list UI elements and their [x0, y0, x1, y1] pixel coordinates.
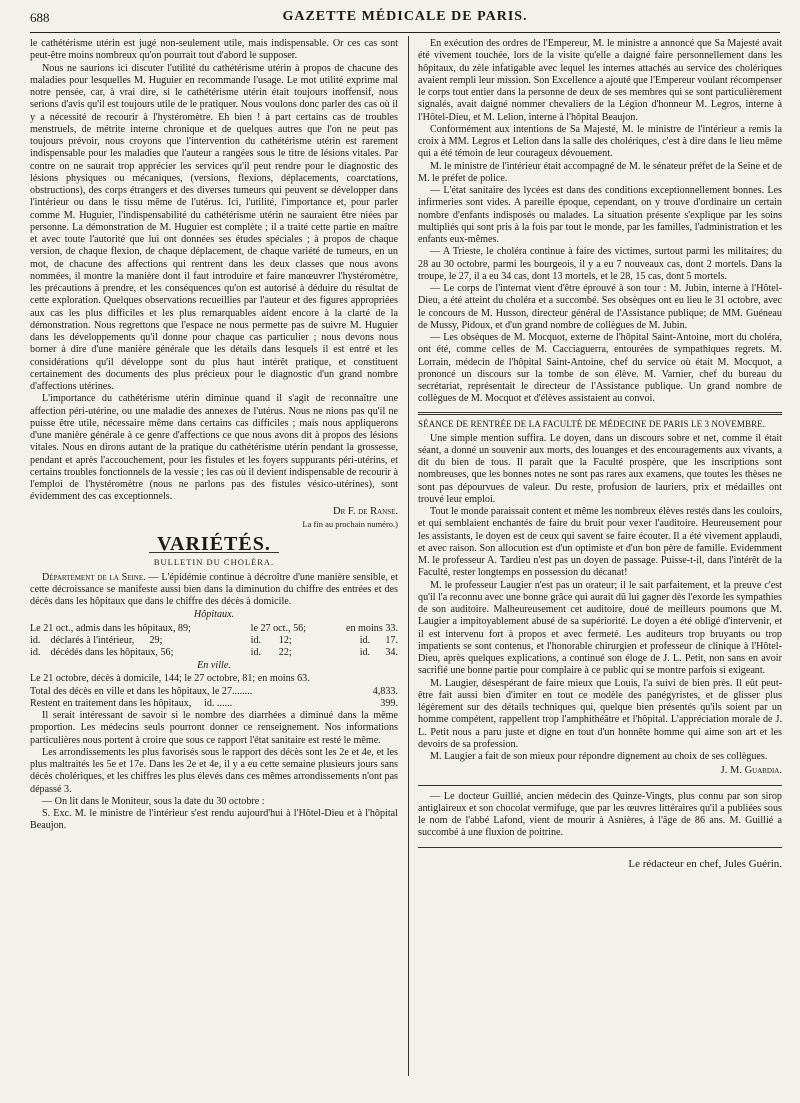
paragraph: Tout le monde paraissait content et même les nombreux élèves restés dans les couloirs, et qui semblaient enchantés de faire du bruit pour vexer l'auditoire. Heureusement pour les assistants, le doyen est de ceux qui savent se faire écouter. Il a été vivement applaudi, et avec raison. Son allocution est d'un optimiste et d'un bon père de famille. Evidemment M. le professeur A. Tardieu n'est pas un doyen de passage. Puisse-t-il, dans l'intérêt de la Faculté, rester longtemps en possession du décanat! [418, 506, 782, 579]
table-row [30, 686, 398, 698]
dept-text: — L'épidémie continue à décroître d'une manière sensible, et cette décroissance se manifeste aussi bien dans la diminution du chiffre des entrées et des décès dans les hôpitaux que dans le chiffre des décès à domicile. [30, 571, 398, 607]
seance-heading: SÉANCE DE RENTRÉE DE LA FACULTÉ DE MÉDECINE DE PARIS LE 3 NOVEMBRE. [418, 418, 766, 429]
restent-value: 399. [380, 697, 398, 709]
total-value: 4,833. [372, 685, 398, 697]
total-label: Total des décès en ville et dans les hôpitaux, le 27........ [30, 685, 253, 697]
table-cell: id. 12; [250, 634, 292, 646]
paragraph: S. Exc. M. le ministre de l'intérieur s'est rendu aujourd'hui à l'Hôtel-Dieu et à l'hôpital Beaujon. [30, 808, 398, 832]
section-title: VARIÉTÉS. [149, 538, 279, 553]
footer-divider [418, 847, 782, 848]
author-signature: Dr F. de Ranse. [333, 505, 398, 517]
table-cell: en moins 33. [345, 622, 398, 634]
paragraph: Les arrondissements les plus favorisés sous le rapport des décès sont les 2e et 4e, et les plus maltraités les 5e et 17e. Dans les 2e et 4e, il y a eu cette semaine plusieurs jours sans décès cholériques, et les chiffres les plus élevés dans ces mêmes arrondissements n'ont pas dépassé 3. [30, 746, 398, 795]
table-row [30, 647, 398, 659]
journal-title: GAZETTE MÉDICALE DE PARIS. [282, 9, 528, 24]
table-cell: id. déclarés à l'intérieur, 29; [30, 634, 163, 646]
table-cell: id. 17. [359, 634, 398, 646]
table-cell: Le 21 oct., admis dans les hôpitaux, 89; [30, 622, 191, 634]
dept-label: Département de la Seine. [42, 571, 146, 583]
hopitaux-heading: Hôpitaux. [193, 609, 235, 621]
paragraph: — L'état sanitaire des lycées est dans des conditions exceptionnellement bonnes. Les infirmeries sont vides. A pareille époque, cependant, on y trouve d'ordinaire un certain nombre d'enfants indisposés ou malades. La situation présente s'explique par les soins multipliés qui sont pris à la fois par tout le monde, par les familles, l'administration et les enfants eux-mêmes. [418, 185, 782, 245]
paragraph: L'importance du cathétérisme utérin diminue quand il s'agit de reconnaître une affection péri-utérine, ou une maladie des annexes de l'utérus. Nous ne nions pas qu'il ne puisse être utile, nécessaire même dans certains cas difficiles ; mais nous appliquerons d'une manière générale à ce genre d'affections ce que nous avons dit à propos des lésions vitales. Nous en dirons autant de la pratique du cathétérisme utérin pendant la grossesse, pendant et après l'accouchement, pour les fistules et les foyers suppurants péri-utérins, et certains troubles fonctionnels de la vessie ; les cas où il devient indispensable de recourir à l'emploi de l'hystéromètre (nous ne parlons pas des fistules vésico-utérines), sont évidemment des cas exceptionnels. [30, 393, 398, 503]
paragraph: Nous ne saurions ici discuter l'utilité du cathétérisme utérin à propos de chacune des maladies pour lesquelles M. Huguier en recommande l'usage. Le mot utilité exprime mal notre pensée, car, à vrai dire, si le cathétérisme utérin était toujours inoffensif, nous serions d'avis qu'il est toujours utile de le pratiquer. Nous voulons donc parler des cas où il y a nécessité de recourir à l'hystéromètre. Eh bien ! à part certains cas de troubles menstruels, de métrite interne chronique et de quelques autres que l'on ne peut pas toujours prévoir, nous croyons que l'intervention du cathétérisme utérin est rarement indispensable pour les maladies que l'auteur a rangées sous le titre de lésions vitales. Par contre on ne saurait trop apprécier les services qu'il peut rendre pour le diagnostic des lésions physiques ou mécaniques, (versions, flexions, déplacements, coarctations, obstructions), des corps étrangers et des diverses tumeurs qui peuvent se développer dans l'intérieur ou dans le tissu même de l'utérus. Ici, l'utilité, l'importance et, pour parler comme M. Huguier, l'indispensabilité du cathétérisme utérin ne sauraient être niées par personne. La démonstration de M. Huguier est complète ; il a traité cette partie en maître et avec toute l'autorité que lui ont données ses études spéciales ; à propos de chaque version, de chaque flexion, de chaque déplacement, de chaque variété de tumeurs, en un mot, de chacune des affections qui rentrent dans les deux classes que nous avons nommées, il montre la manière dont il faut introduire et faire manœuvrer l'hystéromètre, les précautions à prendre, et les conséquences qu'on est autorisé à déduire du résultat de cette exploration. Quelques observations recueillies par l'auteur et des figures appropriées aux cas les plus difficiles et les plus remarquables aident encore à la clarté de la démonstration. Nous regrettons que l'espace ne nous permette pas de suivre M. Huguier dans les développements qu'il donne pour chaque cas particulier ; nous devons nous borner à dire d'une manière générale que les détails dans lesquels il est entré et les considérations qu'il développe sont du plus haut intérêt pratique, et constituent certainement des documents des plus précieux pour le diagnostic d'un grand nombre d'affections utérines. [30, 62, 398, 392]
restent-label: Restent en traitement dans les hôpitaux, id. ...... [30, 697, 233, 709]
paragraph: En exécution des ordres de l'Empereur, M. le ministre a annoncé que Sa Majesté avait été vivement touchée, lors de la visite qu'elle a daigné faire personnellement dans les hôpitaux, du zèle infatigable avec lequel les internes attachés au service des cholériques avaient rempli leur mission. Son Excellence a ajouté que l'Empereur voulant récompenser le corps tout entier dans la personne de deux de ses membres qui se sont particulièrement signalés, avait daigné nommer chevaliers de la Légion d'honneur M. Legros, interne à l'Hôtel-Dieu, et M. Lelion, interne à l'hôpital Beaujon. [418, 38, 782, 123]
hopitaux-table [30, 623, 398, 660]
paragraph: — Le docteur Guillié, ancien médecin des Quinze-Vingts, plus connu par son sirop antiglaireux et son chocolat vermifuge, que par les œuvres littéraires qu'il a publiées sous le nom de l'abbé Lafond, vient de mourir à Asnières, à l'âge de 86 ans. M. Guillié a succombé à une fluxion de poitrine. [418, 790, 782, 839]
continuation-note: La fin au prochain numéro.) [302, 518, 398, 529]
paragraph: M. Laugier a fait de son mieux pour répondre dignement au choix de ses collègues. [430, 751, 768, 762]
author-signature: J. M. Guardia. [720, 765, 782, 777]
table-row [30, 698, 398, 710]
paragraph: Une simple mention suffira. Le doyen, dans un discours sobre et net, comme il était séant, a donné un souvenir aux morts, des louanges et des encouragements aux vivants, a dit du bien de tous. Il paraît que la Faculté prospère, que les inscriptions sont nombreuses, que les bonnes notes ne sont pas rares aux examens, que toutes les thèses ne sont pas dépourvues de valeur. Du reste, profusion de lauriers, prix et médailles ont trouvé leur emploi. [418, 432, 782, 505]
section-divider [418, 785, 782, 786]
paragraph: M. le professeur Laugier n'est pas un orateur; il le sait parfaitement, et la preuve c'est qu'il l'a reconnu avec une bonne grâce qui aurait dû lui gagner dès l'exorde les sympathies de son auditoire. Malheureusement cet auditoire, doué de meilleurs poumons que M. Laugier a impitoyablement abusé de sa supériorité. Le doyen a été obligé d'intervenir, et il est intervenu fort à propos et avec fermeté. Les auditeurs trop bruyants ou trop impatients se sont contenus, et l'honorable chirurgien et professeur de clinique à l'Hôtel-Dieu, après quelques explications, a continué son éloge de J. L. Petit, non sans en avoir sacrifié une bonne partie pour complaire à ce public qui se montre parfois si exigeant. [418, 579, 782, 677]
editor-signature: Le rédacteur en chef, Jules Guérin. [628, 857, 782, 870]
bulletin-heading: BULLETIN DU CHOLÉRA. [153, 557, 275, 568]
right-column [418, 38, 782, 870]
paragraph: M. Laugier, désespérant de faire mieux que Louis, l'a suivi de bien près. Il eût peut-être fait aussi bien d'imiter en tout ce modèle des panégyristes, et de glisser plus légèrement sur des détails techniques qui, quelque bien présentés qu'ils soient par un homme compétent, rappellent trop l'amphithéâtre et l'hôpital. L'appréciation morale de J. L. Petit nous a paru juste et digne en tout d'un honnête homme qui aime son art et les devoirs de sa profession. [418, 677, 782, 750]
section-divider [418, 412, 782, 415]
table-row [30, 635, 398, 647]
paragraph: — On lit dans le Moniteur, sous la date du 30 octobre : [42, 795, 265, 807]
column-divider [408, 36, 409, 1076]
paragraph: M. le ministre de l'intérieur était accompagné de M. le sénateur préfet de la Seine et de M. le préfet de police. [418, 160, 782, 184]
ville-heading: En ville. [197, 660, 231, 672]
table-row [30, 623, 398, 635]
table-cell: id. décédés dans les hôpitaux, 56; [30, 646, 174, 658]
table-cell: le 27 oct., 56; [250, 622, 307, 634]
page-header [30, 8, 780, 33]
paragraph: Il serait intéressant de savoir si le nombre des diarrhées a diminué dans la même proportion. Les médecins seuls pourront donner ce renseignement. Nos informations particulières nous portent à croire que sous ce rapport l'état sanitaire est resté le même. [30, 710, 398, 746]
table-cell: id. 34. [359, 646, 398, 658]
left-column [30, 38, 398, 833]
paragraph: — Les obsèques de M. Mocquot, externe de l'hôpital Saint-Antoine, mort du choléra, ont été, comme celles de M. Cacciaguerra, entourées de sympathiques regrets. M. Lorrain, médecin de l'hôpital Saint-Antoine, chef du service où était M. Mocquot, a prononcé un discours sur la tombe de son élève. M. Varnier, chef du bureau du secrétariat, représentait le directeur de l'Assistance publique. Un grand nombre de collègues de M. Mocquot et d'élèves assistaient au convoi. [418, 332, 782, 405]
paragraph: — A Trieste, le choléra continue à faire des victimes, surtout parmi les militaires; du 28 au 30 octobre, parmi les bourgeois, il y a eu 7 nouveaux cas, dont 2 mortels. Dans la troupe, le 27, il a eu 34 cas, dont 13 mortels, et le 28, 15 cas, dont 5 mortels. [418, 246, 782, 282]
paragraph: Conformément aux intentions de Sa Majesté, M. le ministre de l'intérieur a remis la croix à MM. Legros et Lelion dans la salle des cholériques, c'est à dire dans le lieu même qui a été témoin de leur courageux dévouement. [418, 123, 782, 160]
totals-table [30, 686, 398, 710]
page-number: 688 [30, 10, 50, 25]
paragraph: le cathétérisme utérin est jugé non-seulement utile, mais indispensable. Or ces cas sont peut-être moins nombreux qu'on pourrait tout d'abord le supposer. [30, 38, 398, 62]
paragraph: — Le corps de l'internat vient d'être éprouvé à son tour : M. Jubin, interne à l'Hôtel-Dieu, a été atteint du choléra et a succombé. Ses obsèques ont eu lieu le 31 octobre, avec le concours de M. Husson, directeur général de l'Assistance publique; de MM. Guéneau de Mussy, Pidoux, et d'un grand nombre de collègues de M. Jubin. [418, 283, 782, 331]
ville-line: Le 21 octobre, décès à domicile, 144; le 27 octobre, 81; en moins 63. [30, 673, 310, 685]
table-cell: id. 22; [250, 646, 292, 658]
